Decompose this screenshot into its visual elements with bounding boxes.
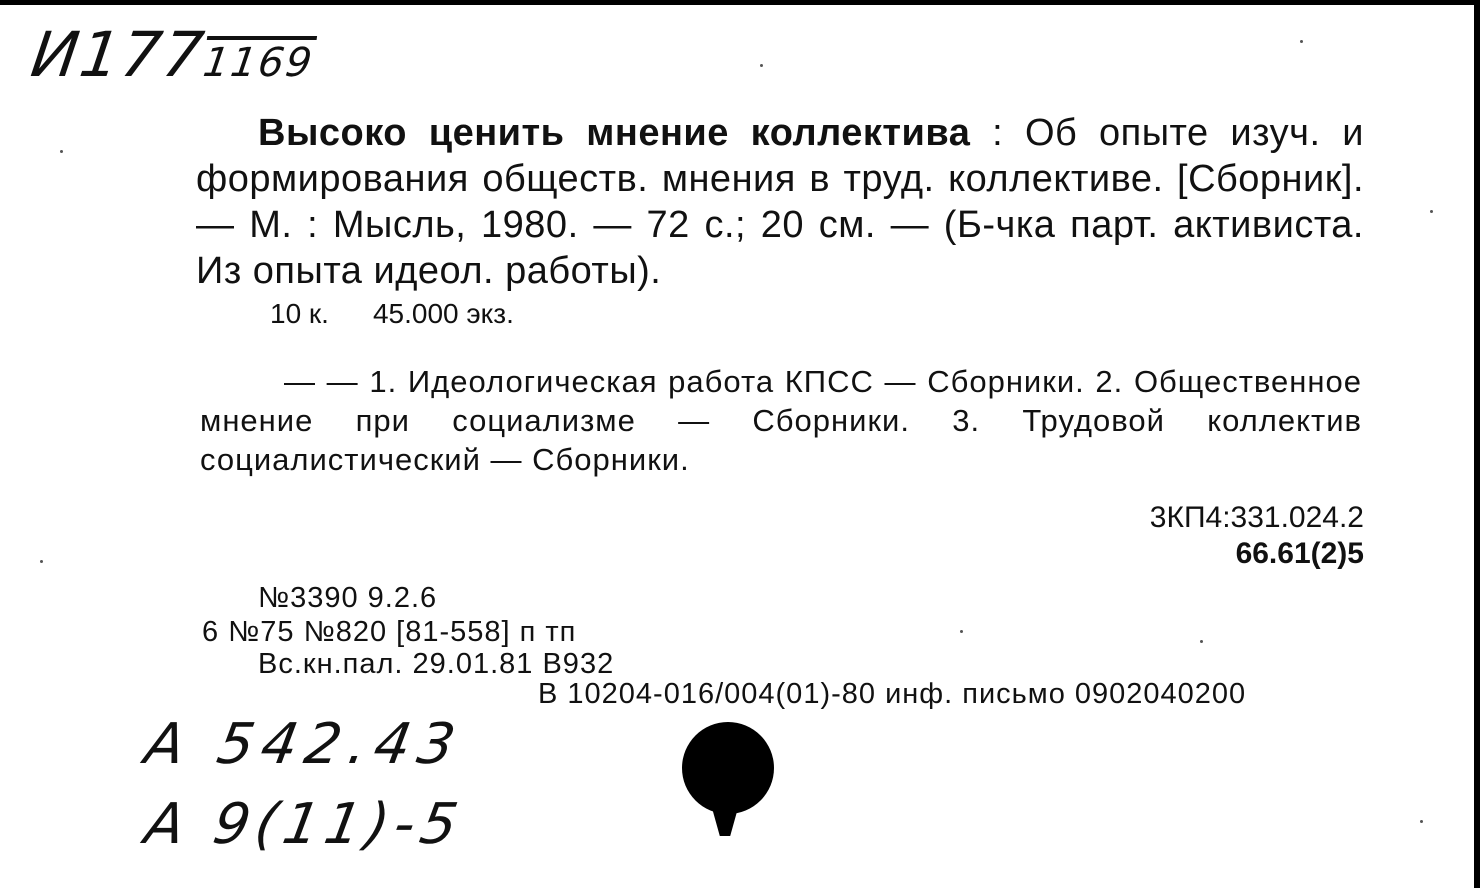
speck bbox=[1430, 210, 1433, 213]
price: 10 к. bbox=[270, 298, 329, 329]
speck bbox=[40, 560, 43, 563]
price-line bbox=[270, 298, 558, 330]
bibliographic-entry bbox=[196, 110, 1364, 294]
speck bbox=[60, 150, 63, 153]
speck bbox=[760, 64, 763, 67]
punch-hole bbox=[682, 722, 774, 814]
classification-codes bbox=[1150, 500, 1364, 572]
technical-line-3: Вс.кн.пал. 29.01.81 В932 bbox=[258, 648, 615, 680]
entry-title: Высоко ценить мнение коллектива bbox=[258, 112, 971, 154]
speck bbox=[960, 630, 963, 633]
speck bbox=[1300, 40, 1303, 43]
card-top-edge bbox=[0, 0, 1480, 5]
shelf-mark-sub: 1169 bbox=[200, 40, 317, 86]
technical-line-1: №3390 9.2.6 bbox=[258, 582, 438, 614]
punch-hole-tear bbox=[712, 808, 738, 836]
classification-code-2: 66.61(2)5 bbox=[1235, 537, 1364, 570]
shelf-mark bbox=[27, 18, 320, 91]
handwritten-inventory-1: А 542.43 bbox=[140, 712, 468, 777]
subject-headings-text: — — 1. Идеологическая работа КПСС — Сборники. 2. Общественное мнение при социализме — Сборники. 3. Трудовой коллектив социалистический — Сборники. bbox=[200, 364, 1362, 477]
subject-headings bbox=[200, 362, 1362, 479]
print-run: 45.000 экз. bbox=[372, 298, 514, 329]
technical-line-2: 6 №75 №820 [81-558] п тп bbox=[202, 616, 577, 648]
shelf-mark-main: И177 bbox=[26, 18, 210, 91]
card-right-edge bbox=[1474, 0, 1480, 888]
speck bbox=[1200, 640, 1203, 643]
technical-line-4: В 10204-016/004(01)-80 инф. письмо 0902040200 bbox=[538, 678, 1247, 710]
handwritten-inventory-2: А 9(11)-5 bbox=[140, 792, 469, 857]
classification-code-1: 3КП4:331.024.2 bbox=[1149, 501, 1364, 534]
entry-description: : Об опыте изуч. и формирования обществ. мнения в труд. коллективе. [Сборник]. — М. : Мысль, 1980. — 72 с.; 20 см. — (Б-чка парт. активиста. Из опыта идеол. работы). bbox=[196, 112, 1364, 292]
speck bbox=[1420, 820, 1423, 823]
